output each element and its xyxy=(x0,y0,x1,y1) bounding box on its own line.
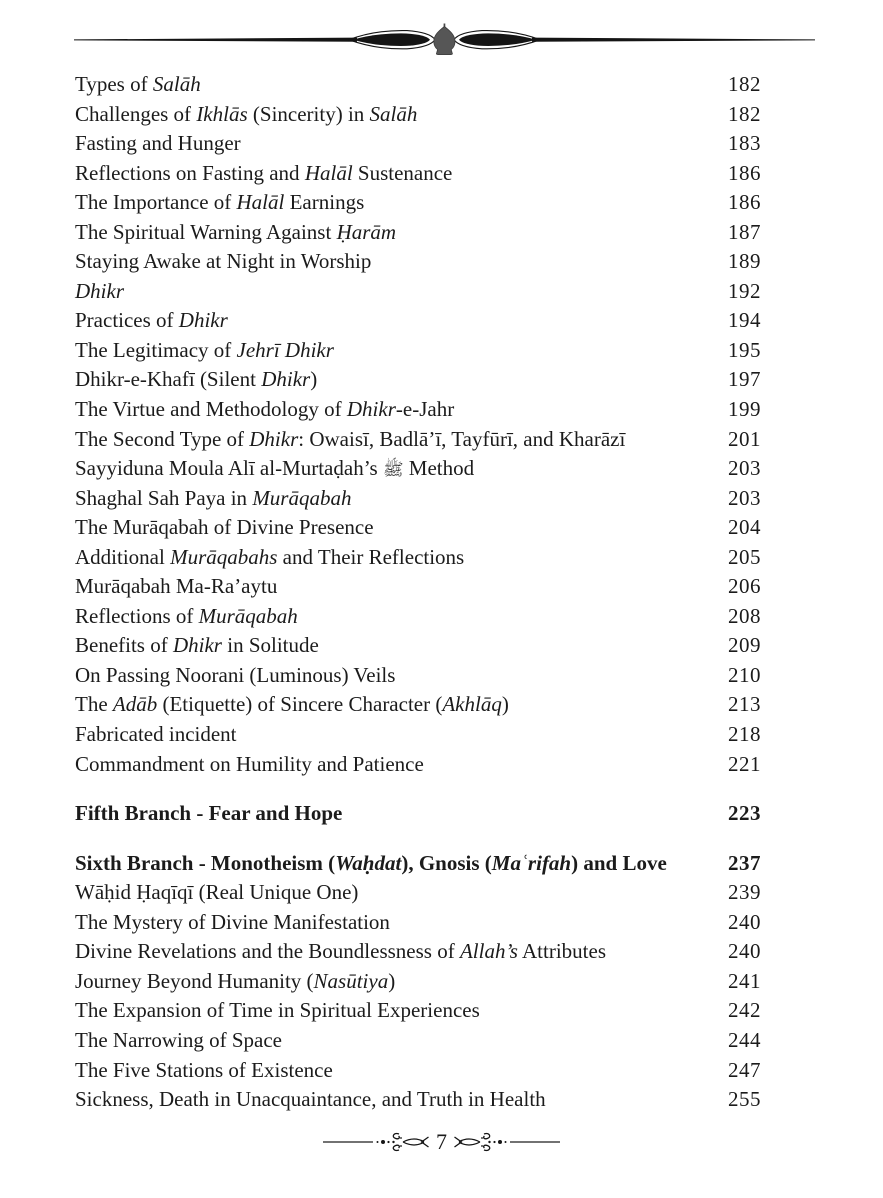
toc-entry xyxy=(75,277,775,307)
toc-entry xyxy=(75,750,775,780)
toc-entry xyxy=(75,908,775,938)
toc-entry xyxy=(75,602,775,632)
toc-entry-page: 195 xyxy=(728,337,761,362)
toc-entry-page: 244 xyxy=(728,1027,761,1052)
toc-entry-title: Fasting and Hunger xyxy=(75,131,241,156)
toc-entry-page: 240 xyxy=(728,909,761,934)
toc-entry-title: Murāqabah Ma-Ra’aytu xyxy=(75,574,278,599)
toc-entry-page: 203 xyxy=(728,485,761,510)
toc-entry-page: 240 xyxy=(728,939,761,964)
toc-entry-page: 242 xyxy=(728,998,761,1023)
toc-entry xyxy=(75,849,775,879)
toc-entry-title: The Adāb (Etiquette) of Sincere Character (Akhlāq) xyxy=(75,692,509,717)
toc-entry-title: Fabricated incident xyxy=(75,722,237,747)
toc-entry-title: Journey Beyond Humanity (Nasūtiya) xyxy=(75,968,396,993)
toc-entry xyxy=(75,631,775,661)
table-of-contents xyxy=(75,70,775,1115)
toc-entry xyxy=(75,336,775,366)
honorific-calligraphy-icon: ﷺ xyxy=(382,460,404,481)
toc-entry-page: 201 xyxy=(728,426,761,451)
toc-entry xyxy=(75,188,775,218)
dome-and-leaf-divider-icon xyxy=(73,22,816,58)
toc-entry-page: 205 xyxy=(728,544,761,569)
toc-entry xyxy=(75,129,775,159)
toc-entry-title: Challenges of Ikhlās (Sincerity) in Salāh xyxy=(75,101,418,126)
toc-entry-title: Sickness, Death in Unacquaintance, and Truth in Health xyxy=(75,1087,546,1112)
toc-entry-title: The Five Stations of Existence xyxy=(75,1057,333,1082)
toc-entry-title: Commandment on Humility and Patience xyxy=(75,751,424,776)
toc-entry-title: Benefits of Dhikr in Solitude xyxy=(75,633,319,658)
toc-entry-title: The Legitimacy of Jehrī Dhikr xyxy=(75,337,334,362)
toc-entry-page: 203 xyxy=(728,456,761,481)
toc-entry xyxy=(75,70,775,100)
toc-entry-title: Sayyiduna Moula Alī al-Murtaḍah’s ﷺ Method xyxy=(75,456,475,481)
toc-entry-title: Sixth Branch - Monotheism (Waḥdat), Gnosis (Maʿrifah) and Love xyxy=(75,850,667,875)
toc-entry-page: 186 xyxy=(728,190,761,215)
toc-entry-title: Fifth Branch - Fear and Hope xyxy=(75,801,343,826)
toc-entry-page: 192 xyxy=(728,278,761,303)
toc-entry xyxy=(75,996,775,1026)
toc-entry-title: The Importance of Halāl Earnings xyxy=(75,190,365,215)
toc-entry-title: On Passing Noorani (Luminous) Veils xyxy=(75,662,396,687)
toc-entry xyxy=(75,878,775,908)
toc-entry xyxy=(75,1085,775,1115)
toc-entry-title: The Second Type of Dhikr: Owaisī, Badlā’ī, Tayfūrī, and Kharāzī xyxy=(75,426,626,451)
scroll-and-fish-divider-icon xyxy=(323,1128,429,1156)
toc-entry xyxy=(75,572,775,602)
toc-entry xyxy=(75,543,775,573)
toc-entry xyxy=(75,218,775,248)
header-divider-ornament xyxy=(73,22,816,58)
toc-entry-title: Reflections on Fasting and Halāl Sustenance xyxy=(75,160,453,185)
scroll-and-fish-divider-icon xyxy=(454,1128,560,1156)
toc-entry-page: 247 xyxy=(728,1057,761,1082)
toc-entry-page: 208 xyxy=(728,603,761,628)
dome-icon xyxy=(434,24,455,55)
toc-entry-page: 194 xyxy=(728,308,761,333)
toc-entry-page: 204 xyxy=(728,515,761,540)
toc-entry xyxy=(75,100,775,130)
toc-entry-page: 183 xyxy=(728,131,761,156)
toc-entry-title: Types of Salāh xyxy=(75,72,201,96)
toc-entry-title: Dhikr-e-Khafī (Silent Dhikr) xyxy=(75,367,318,392)
toc-entry xyxy=(75,306,775,336)
toc-entry-page: 237 xyxy=(728,850,761,875)
toc-entry xyxy=(75,513,775,543)
toc-entry-title: The Virtue and Methodology of Dhikr-e-Jahr xyxy=(75,397,455,422)
toc-entry-page: 221 xyxy=(728,751,761,776)
toc-entry xyxy=(75,395,775,425)
toc-entry xyxy=(75,720,775,750)
toc-entry-title: The Expansion of Time in Spiritual Experiences xyxy=(75,998,480,1023)
toc-entry xyxy=(75,484,775,514)
toc-entry-title: Shaghal Sah Paya in Murāqabah xyxy=(75,485,352,510)
toc-entry-page: 239 xyxy=(728,880,761,905)
toc-entry xyxy=(75,661,775,691)
toc-entry-page: 186 xyxy=(728,160,761,185)
toc-entry-title: Additional Murāqabahs and Their Reflections xyxy=(75,544,465,569)
toc-entry-title: Reflections of Murāqabah xyxy=(75,603,298,628)
toc-entry-title: Staying Awake at Night in Worship xyxy=(75,249,372,274)
toc-entry xyxy=(75,1026,775,1056)
toc-entry-page: 255 xyxy=(728,1087,761,1112)
toc-entry xyxy=(75,247,775,277)
toc-entry-page: 206 xyxy=(728,574,761,599)
toc-entry xyxy=(75,1056,775,1086)
toc-entry xyxy=(75,937,775,967)
toc-entry-page: 197 xyxy=(728,367,761,392)
toc-entry-title: The Mystery of Divine Manifestation xyxy=(75,909,390,934)
toc-entry-title: The Narrowing of Space xyxy=(75,1027,283,1052)
toc-entry-page: 209 xyxy=(728,633,761,658)
toc-entry-page: 199 xyxy=(728,397,761,422)
toc-entry-title: Practices of Dhikr xyxy=(75,308,228,333)
footer-page-number: 7 xyxy=(436,1129,447,1154)
toc-entry-page: 218 xyxy=(728,722,761,747)
toc-entry-title: Dhikr xyxy=(75,278,124,303)
toc-entry-page: 241 xyxy=(728,968,761,993)
toc-entry xyxy=(75,454,775,484)
toc-entry-page: 182 xyxy=(728,101,761,126)
toc-entry xyxy=(75,159,775,189)
toc-entry xyxy=(75,425,775,455)
toc-entry-page: 213 xyxy=(728,692,761,717)
toc-entry xyxy=(75,967,775,997)
toc-entry xyxy=(75,690,775,720)
toc-entry-title: The Murāqabah of Divine Presence xyxy=(75,515,374,540)
toc-entry-page: 182 xyxy=(728,72,761,96)
toc-entry-page: 223 xyxy=(728,801,761,826)
toc-entry-page: 210 xyxy=(728,662,761,687)
toc-entry-page: 189 xyxy=(728,249,761,274)
toc-entry-title: The Spiritual Warning Against Ḥarām xyxy=(75,219,397,244)
footer-divider-ornament xyxy=(0,1124,883,1160)
toc-entry-page: 187 xyxy=(728,219,761,244)
toc-entry-title: Divine Revelations and the Boundlessness of Allah’s Attributes xyxy=(75,939,607,964)
toc-entry xyxy=(75,799,775,829)
toc-entry xyxy=(75,365,775,395)
toc-entry-title: Wāḥid Ḥaqīqī (Real Unique One) xyxy=(75,880,359,905)
